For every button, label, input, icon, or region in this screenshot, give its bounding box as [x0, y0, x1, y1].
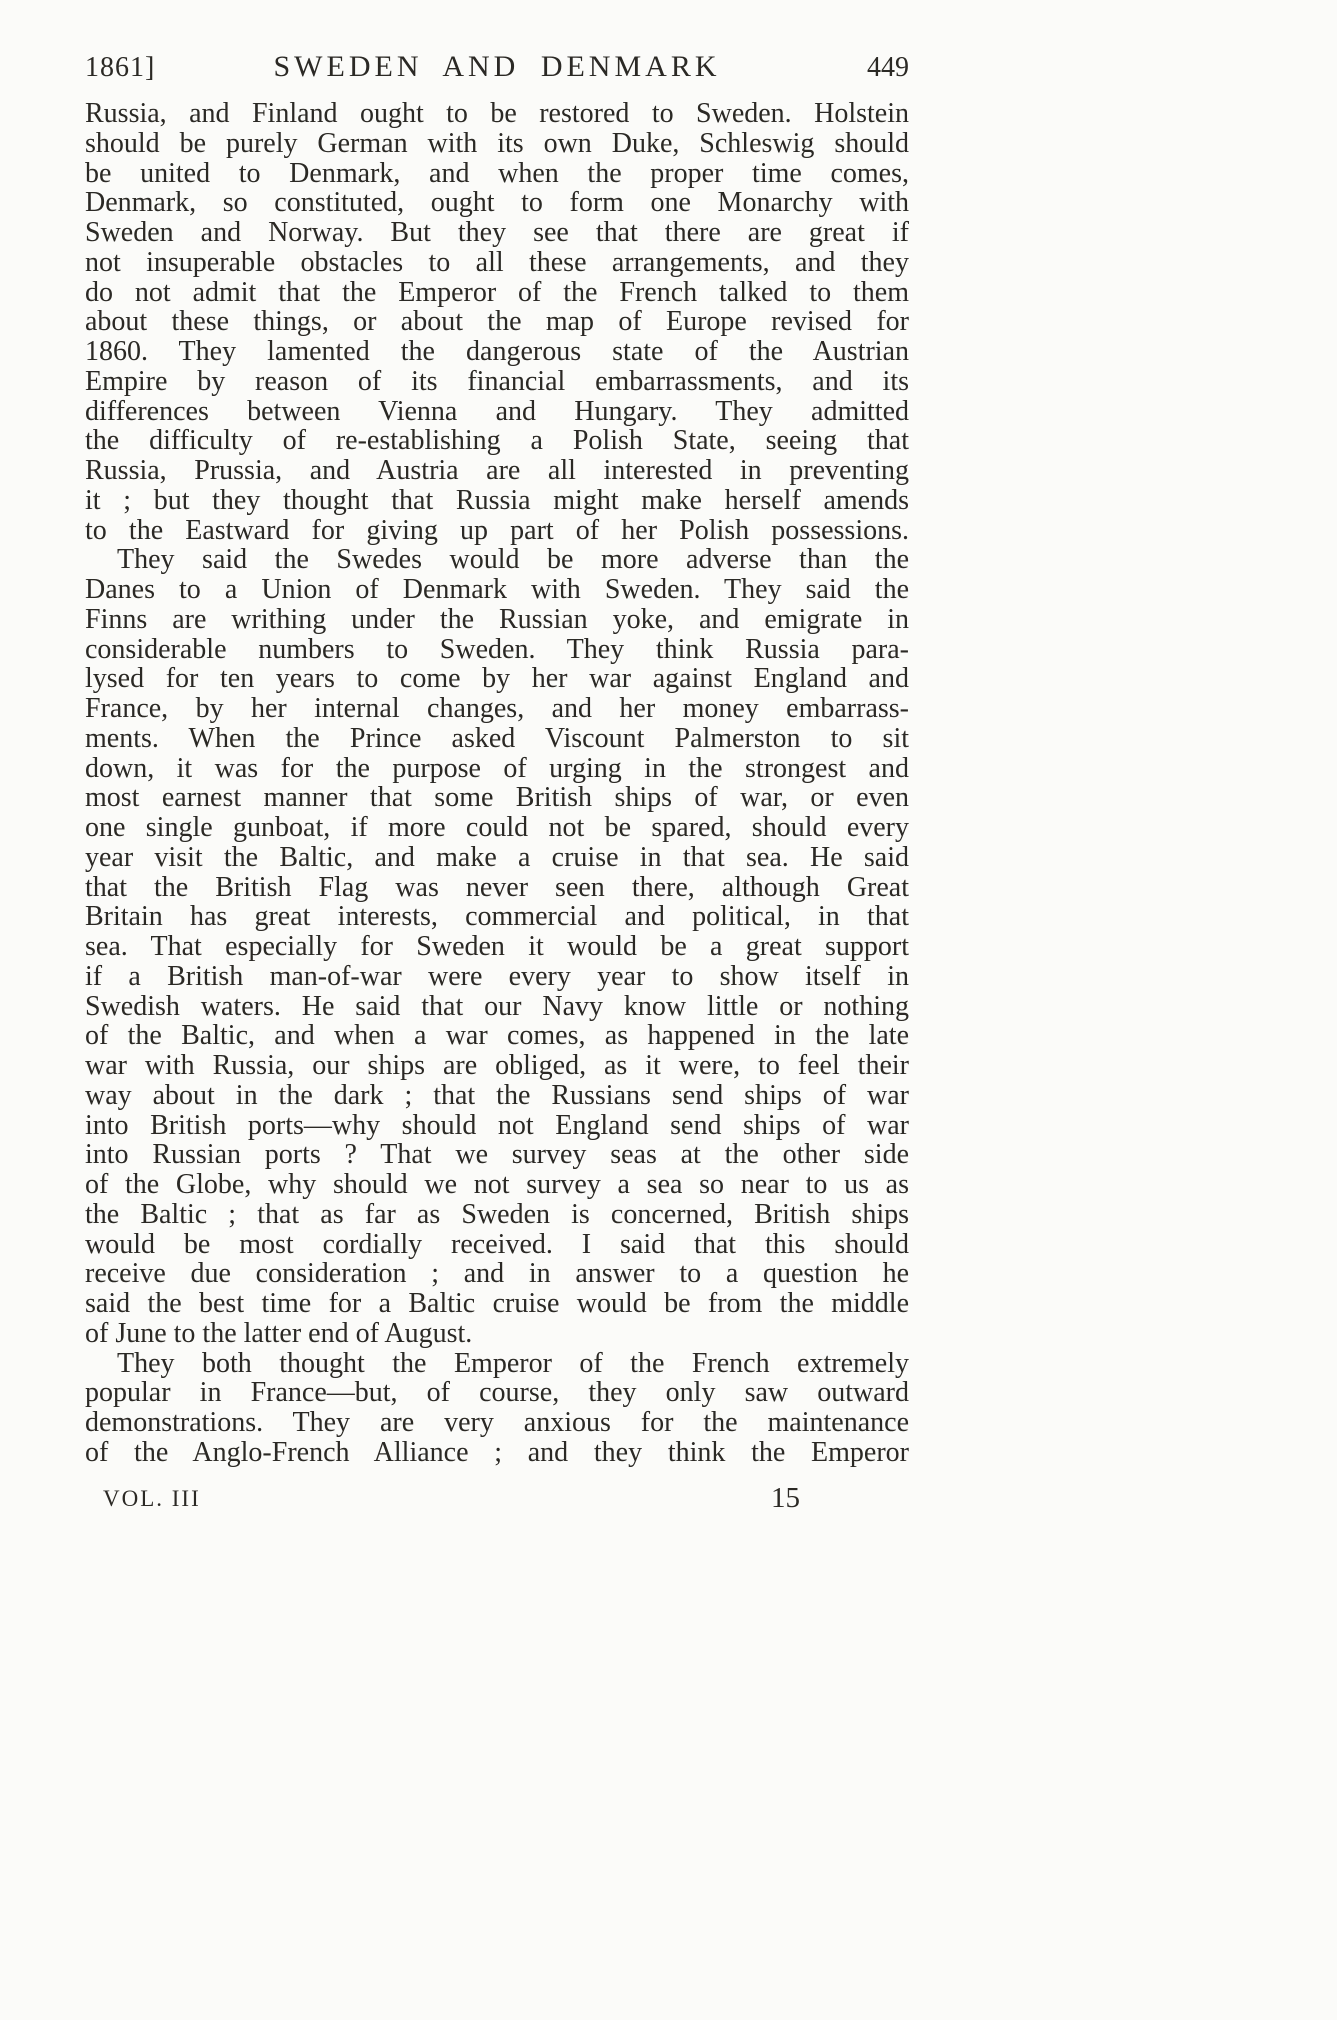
- text-line: that the British Flag was never seen there, although Great: [85, 871, 909, 903]
- text-line: of the Globe, why should we not survey a sea so near to us as: [85, 1169, 909, 1200]
- text-line: Russia, Prussia, and Austria are all interested in preventing: [85, 455, 909, 486]
- text-line: the difficulty of re-establishing a Polish State, seeing that: [85, 425, 909, 457]
- text-line: Swedish waters. He said that our Navy know little or nothing: [85, 990, 909, 1022]
- text-line: of June to the latter end of August.: [85, 1317, 473, 1349]
- page-footer: [85, 1482, 909, 1522]
- text-line: Danes to a Union of Denmark with Sweden. They said the: [85, 574, 909, 605]
- paragraph: [85, 545, 909, 1348]
- text-line: of the Baltic, and when a war comes, as happened in the late: [85, 1020, 909, 1052]
- text-line: lysed for ten years to come by her war against England and: [85, 663, 909, 695]
- text-line: Denmark, so constituted, ought to form one Monarchy with: [85, 187, 909, 219]
- volume-label: VOL. III: [103, 1486, 201, 1511]
- text-line: differences between Vienna and Hungary. They admitted: [85, 395, 909, 427]
- text-line: considerable numbers to Sweden. They think Russia para-: [85, 633, 909, 665]
- page-title: SWEDEN AND DENMARK: [273, 50, 721, 83]
- page-header: [85, 50, 909, 84]
- text-line: one single gunboat, if more could not be spared, should every: [85, 812, 909, 843]
- text-line: They both thought the Emperor of the French extremely: [117, 1347, 909, 1379]
- text-line: Sweden and Norway. But they see that there are great if: [85, 217, 909, 248]
- paragraph: [85, 1349, 909, 1468]
- text-line: demonstrations. They are very anxious for the maintenance: [85, 1407, 909, 1438]
- text-line: war with Russia, our ships are obliged, as it were, to feel their: [85, 1050, 909, 1081]
- page-number: 449: [867, 52, 909, 83]
- text-line: of the Anglo-French Alliance ; and they think the Emperor: [85, 1436, 909, 1468]
- text-line: ments. When the Prince asked Viscount Palmerston to sit: [85, 722, 909, 754]
- text-line: receive due consideration ; and in answer to a question he: [85, 1258, 909, 1290]
- text-line: about these things, or about the map of Europe revised for: [85, 306, 909, 338]
- text-line: do not admit that the Emperor of the French talked to them: [85, 276, 909, 308]
- text-line: Britain has great interests, commercial and political, in that: [85, 901, 909, 933]
- text-line: if a British man-of-war were every year to show itself in: [85, 960, 909, 992]
- text-line: sea. That especially for Sweden it would be a great support: [85, 931, 909, 962]
- text-line: Finns are writhing under the Russian yoke, and emigrate in: [85, 603, 909, 635]
- text-line: it ; but they thought that Russia might make herself amends: [85, 484, 909, 516]
- text-line: Empire by reason of its financial embarrassments, and its: [85, 365, 909, 397]
- text-line: would be most cordially received. I said that this should: [85, 1228, 909, 1260]
- text-line: They said the Swedes would be more adverse than the: [117, 544, 909, 576]
- text-line: Russia, and Finland ought to be restored to Sweden. Holstein: [85, 98, 909, 129]
- text-line: be united to Denmark, and when the proper time comes,: [85, 157, 909, 189]
- text-line: into Russian ports ? That we survey seas at the other side: [85, 1139, 909, 1171]
- text-line: popular in France—but, of course, they only saw outward: [85, 1377, 909, 1409]
- text-line: the Baltic ; that as far as Sweden is concerned, British ships: [85, 1198, 909, 1230]
- text-line: down, it was for the purpose of urging in the strongest and: [85, 752, 909, 784]
- text-line: way about in the dark ; that the Russians send ships of war: [85, 1079, 909, 1111]
- text-line: said the best time for a Baltic cruise would be from the middle: [85, 1288, 909, 1319]
- page-body: [85, 99, 909, 1468]
- text-line: year visit the Baltic, and make a cruise in that sea. He said: [85, 841, 909, 873]
- text-line: 1860. They lamented the dangerous state of the Austrian: [85, 336, 909, 367]
- header-year: 1861]: [85, 52, 156, 83]
- paragraph: [85, 99, 909, 545]
- signature-number: 15: [771, 1482, 800, 1514]
- text-line: France, by her internal changes, and her money embarrass-: [85, 693, 909, 724]
- text-line: most earnest manner that some British ships of war, or even: [85, 782, 909, 814]
- text-line: to the Eastward for giving up part of her Polish possessions.: [85, 514, 909, 546]
- text-line: should be purely German with its own Duke, Schleswig should: [85, 127, 909, 159]
- text-line: into British ports—why should not England send ships of war: [85, 1109, 909, 1141]
- text-line: not insuperable obstacles to all these arrangements, and they: [85, 246, 909, 278]
